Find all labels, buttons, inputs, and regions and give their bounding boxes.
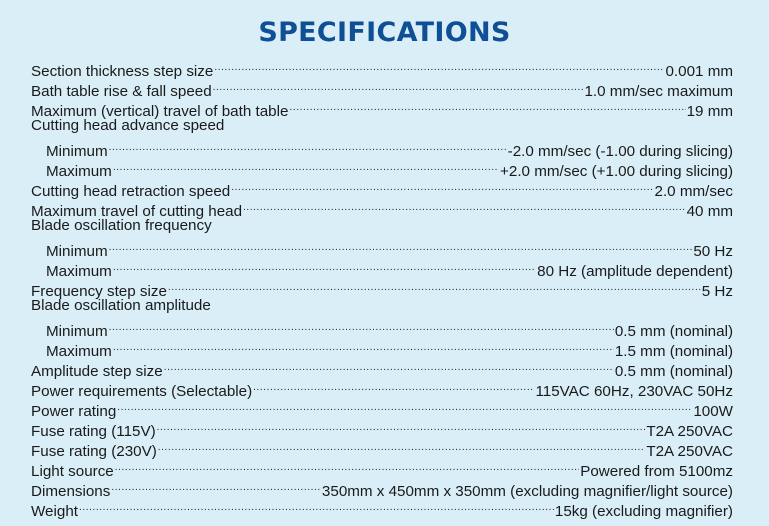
spec-label: Minimum [46,323,108,340]
spec-row-section-thickness-step [31,56,733,80]
spec-label: Fuse rating (115V) [31,423,156,440]
spec-heading-label: Blade oscillation frequency [31,217,212,234]
dot-leader [213,76,584,96]
spec-row-frequency-step [31,276,733,300]
spec-label: Minimum [46,143,108,160]
spec-value: 5 Hz [701,283,733,300]
spec-label: Maximum travel of cutting head [31,203,243,220]
spec-heading-oscillation-frequency [31,216,733,236]
spec-value: 1.5 mm (nominal) [614,343,733,360]
spec-row-power-rating [31,396,733,420]
spec-value: 2.0 mm/sec [654,183,733,200]
spec-label: Power requirements (Selectable) [31,383,253,400]
spec-label: Maximum [46,163,112,180]
spec-value: 40 mm [686,203,733,220]
dot-leader [231,176,653,196]
spec-value: 0.5 mm (nominal) [614,363,733,380]
page-title: SPECIFICATIONS [258,17,511,48]
spec-heading-oscillation-amplitude [31,296,733,316]
spec-label: Fuse rating (230V) [31,443,157,460]
spec-label: Weight [31,503,78,520]
spec-row-light-source [31,456,733,480]
spec-value: 1.0 mm/sec maximum [584,83,733,100]
spec-value: Powered from 5100mz [580,463,733,480]
spec-value: T2A 250VAC [646,423,733,440]
dot-leader [253,376,534,396]
spec-label: Maximum [46,343,112,360]
spec-row-frequency-minimum [31,236,733,260]
spec-row-amplitude-minimum [31,316,733,340]
spec-row-fuse-115v [31,416,733,440]
dot-leader [164,356,614,376]
spec-label: Light source [31,463,114,480]
dot-leader [115,456,579,476]
dot-leader [113,256,536,276]
spec-row-advance-minimum [31,136,733,160]
dot-leader [113,156,499,176]
spec-value: T2A 250VAC [646,443,733,460]
dot-leader [109,136,507,156]
spec-value: 0.5 mm (nominal) [614,323,733,340]
dot-leader [243,196,686,216]
spec-value: +2.0 mm/sec (+1.00 during slicing) [500,163,733,180]
spec-label: Maximum [46,263,112,280]
spec-label: Dimensions [31,483,111,500]
spec-label: Bath table rise & fall speed [31,83,212,100]
spec-label: Cutting head retraction speed [31,183,231,200]
spec-value: 0.001 mm [665,63,733,80]
spec-heading-label: Blade oscillation amplitude [31,297,211,314]
spec-label: Frequency step size [31,283,167,300]
spec-value: 50 Hz [693,243,733,260]
spec-row-retraction-speed [31,176,733,200]
spec-value: -2.0 mm/sec (-1.00 during slicing) [507,143,733,160]
dot-leader [168,276,701,296]
dot-leader [109,316,614,336]
dot-leader [214,56,664,76]
spec-label: Minimum [46,243,108,260]
spec-value: 100W [693,403,733,420]
spec-value: 115VAC 60Hz, 230VAC 50Hz [535,383,733,400]
dot-leader [113,336,614,356]
spec-value: 19 mm [686,103,733,120]
spec-value: 80 Hz (amplitude dependent) [537,263,733,280]
spec-label: Maximum (vertical) travel of bath table [31,103,289,120]
spec-label: Amplitude step size [31,363,163,380]
spec-row-frequency-maximum [31,256,733,280]
spec-value: 350mm x 450mm x 350mm (excluding magnifier/light source) [321,483,733,500]
spec-heading-label: Cutting head advance speed [31,117,225,134]
spec-label: Power rating [31,403,117,420]
spec-label: Section thickness step size [31,63,214,80]
dot-leader [158,436,646,456]
dot-leader [109,236,693,256]
dot-leader [117,396,692,416]
dot-leader [111,476,321,496]
dot-leader [79,496,554,516]
dot-leader [289,96,685,116]
spec-list [31,56,733,520]
spec-value: 15kg (excluding magnifier) [554,503,733,520]
dot-leader [157,416,646,436]
spec-heading-cutting-head-advance [31,116,733,136]
